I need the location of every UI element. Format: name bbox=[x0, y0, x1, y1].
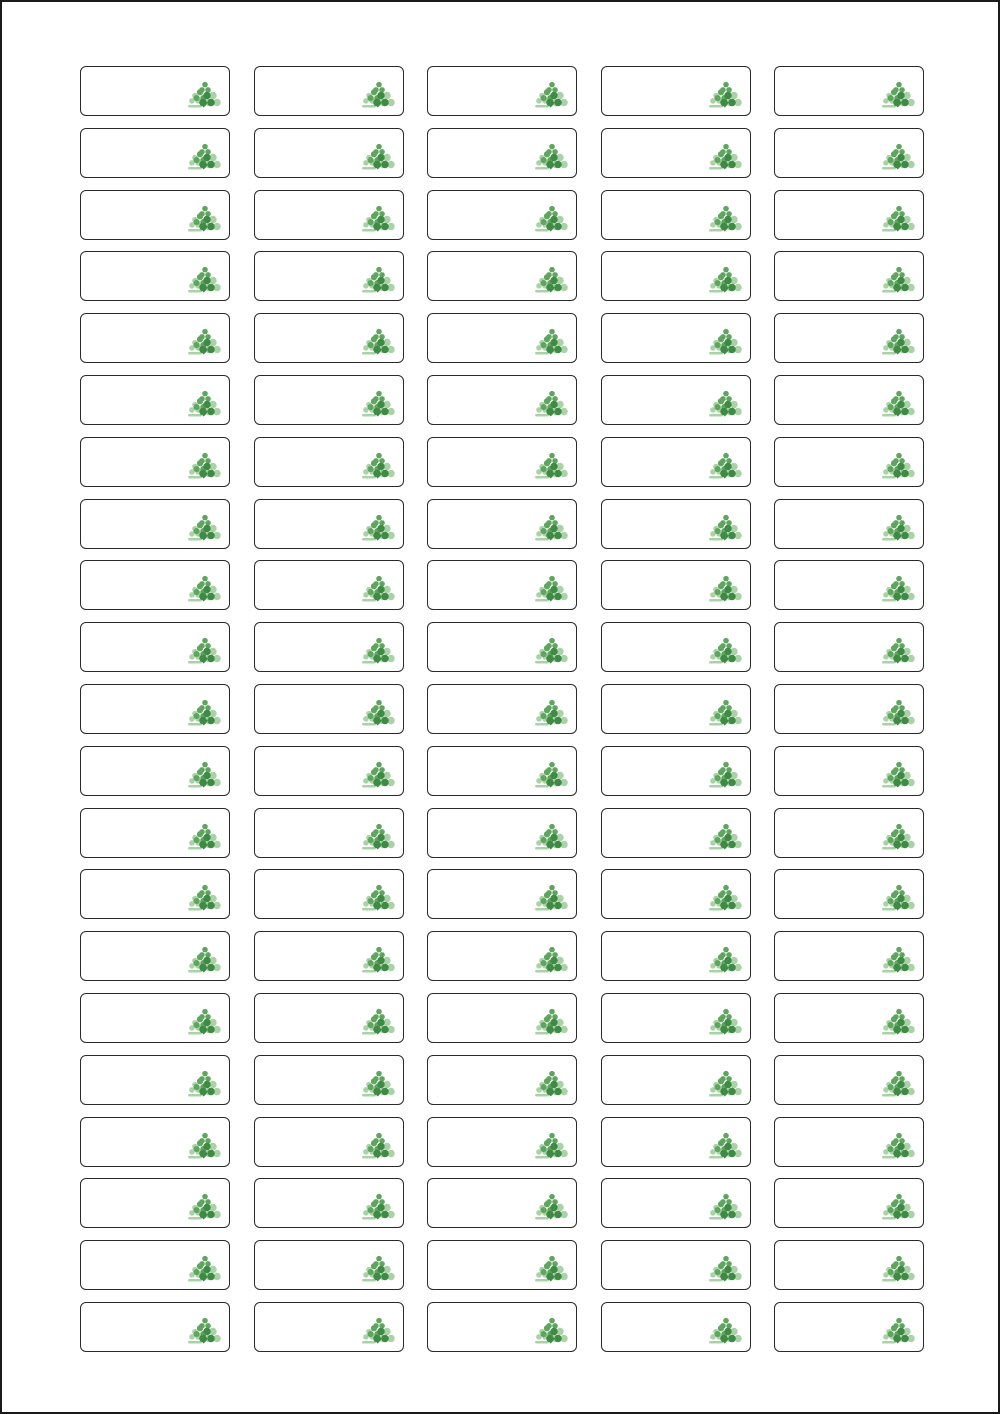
label-cell[interactable] bbox=[601, 746, 751, 796]
label-cell[interactable] bbox=[774, 1240, 924, 1290]
label-cell[interactable] bbox=[601, 66, 751, 116]
shamrock-cluster-icon bbox=[187, 390, 221, 418]
shamrock-cluster-icon bbox=[534, 1132, 568, 1160]
shamrock-cluster-icon bbox=[361, 143, 395, 171]
label-cell[interactable] bbox=[601, 128, 751, 178]
shamrock-cluster-icon bbox=[534, 514, 568, 542]
shamrock-cluster-icon bbox=[881, 1070, 915, 1098]
shamrock-cluster-icon bbox=[187, 884, 221, 912]
label-cell[interactable] bbox=[80, 1178, 230, 1228]
shamrock-cluster-icon bbox=[534, 1070, 568, 1098]
shamrock-cluster-icon bbox=[708, 761, 742, 789]
shamrock-cluster-icon bbox=[534, 823, 568, 851]
label-cell[interactable] bbox=[427, 190, 577, 240]
label-cell[interactable] bbox=[427, 499, 577, 549]
label-cell[interactable] bbox=[601, 1117, 751, 1167]
label-cell[interactable] bbox=[427, 437, 577, 487]
label-cell[interactable] bbox=[254, 1240, 404, 1290]
label-cell[interactable] bbox=[601, 1178, 751, 1228]
shamrock-cluster-icon bbox=[708, 637, 742, 665]
shamrock-cluster-icon bbox=[881, 1193, 915, 1221]
shamrock-cluster-icon bbox=[187, 761, 221, 789]
shamrock-cluster-icon bbox=[187, 266, 221, 294]
shamrock-cluster-icon bbox=[881, 205, 915, 233]
shamrock-cluster-icon bbox=[361, 884, 395, 912]
label-cell[interactable] bbox=[601, 808, 751, 858]
label-cell[interactable] bbox=[80, 1117, 230, 1167]
label-cell[interactable] bbox=[80, 869, 230, 919]
label-cell[interactable] bbox=[427, 869, 577, 919]
shamrock-cluster-icon bbox=[708, 946, 742, 974]
shamrock-cluster-icon bbox=[187, 81, 221, 109]
label-cell[interactable] bbox=[774, 437, 924, 487]
label-cell[interactable] bbox=[80, 251, 230, 301]
label-cell[interactable] bbox=[774, 313, 924, 363]
shamrock-cluster-icon bbox=[361, 266, 395, 294]
label-cell[interactable] bbox=[427, 993, 577, 1043]
shamrock-cluster-icon bbox=[361, 328, 395, 356]
shamrock-cluster-icon bbox=[534, 699, 568, 727]
label-cell[interactable] bbox=[80, 993, 230, 1043]
label-cell[interactable] bbox=[254, 1302, 404, 1352]
label-cell[interactable] bbox=[427, 375, 577, 425]
shamrock-cluster-icon bbox=[881, 452, 915, 480]
shamrock-cluster-icon bbox=[361, 390, 395, 418]
shamrock-cluster-icon bbox=[361, 575, 395, 603]
label-cell[interactable] bbox=[254, 375, 404, 425]
label-cell[interactable] bbox=[80, 560, 230, 610]
label-cell[interactable] bbox=[427, 622, 577, 672]
label-cell[interactable] bbox=[80, 746, 230, 796]
shamrock-cluster-icon bbox=[361, 699, 395, 727]
shamrock-cluster-icon bbox=[361, 1008, 395, 1036]
label-cell[interactable] bbox=[774, 560, 924, 610]
label-cell[interactable] bbox=[80, 1055, 230, 1105]
label-cell[interactable] bbox=[80, 128, 230, 178]
label-cell[interactable] bbox=[601, 622, 751, 672]
shamrock-cluster-icon bbox=[708, 514, 742, 542]
shamrock-cluster-icon bbox=[708, 328, 742, 356]
label-cell[interactable] bbox=[601, 499, 751, 549]
label-cell[interactable] bbox=[254, 993, 404, 1043]
shamrock-cluster-icon bbox=[881, 390, 915, 418]
label-cell[interactable] bbox=[601, 869, 751, 919]
shamrock-cluster-icon bbox=[187, 637, 221, 665]
label-cell[interactable] bbox=[80, 375, 230, 425]
shamrock-cluster-icon bbox=[881, 328, 915, 356]
shamrock-cluster-icon bbox=[708, 452, 742, 480]
label-cell[interactable] bbox=[80, 66, 230, 116]
shamrock-cluster-icon bbox=[361, 514, 395, 542]
shamrock-cluster-icon bbox=[708, 81, 742, 109]
shamrock-cluster-icon bbox=[534, 1255, 568, 1283]
shamrock-cluster-icon bbox=[361, 637, 395, 665]
shamrock-cluster-icon bbox=[881, 884, 915, 912]
label-cell[interactable] bbox=[601, 251, 751, 301]
label-cell[interactable] bbox=[774, 931, 924, 981]
shamrock-cluster-icon bbox=[361, 1070, 395, 1098]
label-cell[interactable] bbox=[601, 190, 751, 240]
shamrock-cluster-icon bbox=[187, 143, 221, 171]
label-cell[interactable] bbox=[80, 437, 230, 487]
label-cell[interactable] bbox=[601, 437, 751, 487]
shamrock-cluster-icon bbox=[881, 699, 915, 727]
label-cell[interactable] bbox=[427, 1302, 577, 1352]
shamrock-cluster-icon bbox=[881, 575, 915, 603]
shamrock-cluster-icon bbox=[881, 637, 915, 665]
shamrock-cluster-icon bbox=[534, 884, 568, 912]
shamrock-cluster-icon bbox=[708, 699, 742, 727]
label-cell[interactable] bbox=[601, 313, 751, 363]
label-cell[interactable] bbox=[774, 1055, 924, 1105]
label-cell[interactable] bbox=[774, 746, 924, 796]
shamrock-cluster-icon bbox=[881, 266, 915, 294]
shamrock-cluster-icon bbox=[881, 1317, 915, 1345]
shamrock-cluster-icon bbox=[187, 205, 221, 233]
shamrock-cluster-icon bbox=[361, 946, 395, 974]
shamrock-cluster-icon bbox=[534, 143, 568, 171]
label-cell[interactable] bbox=[254, 190, 404, 240]
label-cell[interactable] bbox=[254, 1178, 404, 1228]
shamrock-cluster-icon bbox=[881, 1255, 915, 1283]
label-cell[interactable] bbox=[427, 1178, 577, 1228]
label-cell[interactable] bbox=[254, 869, 404, 919]
label-cell[interactable] bbox=[774, 128, 924, 178]
shamrock-cluster-icon bbox=[187, 1132, 221, 1160]
label-cell[interactable] bbox=[254, 746, 404, 796]
label-cell[interactable] bbox=[774, 622, 924, 672]
shamrock-cluster-icon bbox=[708, 1132, 742, 1160]
shamrock-cluster-icon bbox=[534, 575, 568, 603]
shamrock-cluster-icon bbox=[534, 946, 568, 974]
shamrock-cluster-icon bbox=[187, 514, 221, 542]
label-cell[interactable] bbox=[774, 375, 924, 425]
label-cell[interactable] bbox=[427, 808, 577, 858]
shamrock-cluster-icon bbox=[187, 946, 221, 974]
label-cell[interactable] bbox=[254, 499, 404, 549]
shamrock-cluster-icon bbox=[708, 1317, 742, 1345]
shamrock-cluster-icon bbox=[881, 946, 915, 974]
label-cell[interactable] bbox=[80, 1240, 230, 1290]
shamrock-cluster-icon bbox=[534, 205, 568, 233]
shamrock-cluster-icon bbox=[187, 823, 221, 851]
shamrock-cluster-icon bbox=[534, 452, 568, 480]
shamrock-cluster-icon bbox=[708, 1070, 742, 1098]
label-cell[interactable] bbox=[774, 251, 924, 301]
label-cell[interactable] bbox=[427, 1240, 577, 1290]
label-cell[interactable] bbox=[254, 684, 404, 734]
label-cell[interactable] bbox=[254, 1055, 404, 1105]
label-cell[interactable] bbox=[254, 622, 404, 672]
shamrock-cluster-icon bbox=[187, 699, 221, 727]
label-cell[interactable] bbox=[601, 993, 751, 1043]
label-cell[interactable] bbox=[80, 1302, 230, 1352]
shamrock-cluster-icon bbox=[708, 575, 742, 603]
shamrock-cluster-icon bbox=[708, 884, 742, 912]
label-cell[interactable] bbox=[254, 251, 404, 301]
shamrock-cluster-icon bbox=[187, 452, 221, 480]
shamrock-cluster-icon bbox=[187, 1317, 221, 1345]
label-cell[interactable] bbox=[254, 808, 404, 858]
shamrock-cluster-icon bbox=[187, 1070, 221, 1098]
shamrock-cluster-icon bbox=[708, 1255, 742, 1283]
label-cell[interactable] bbox=[774, 808, 924, 858]
shamrock-cluster-icon bbox=[534, 1008, 568, 1036]
shamrock-cluster-icon bbox=[708, 390, 742, 418]
label-cell[interactable] bbox=[774, 499, 924, 549]
shamrock-cluster-icon bbox=[361, 761, 395, 789]
label-cell[interactable] bbox=[427, 251, 577, 301]
label-cell[interactable] bbox=[601, 931, 751, 981]
label-cell[interactable] bbox=[774, 66, 924, 116]
shamrock-cluster-icon bbox=[187, 328, 221, 356]
shamrock-cluster-icon bbox=[534, 390, 568, 418]
label-grid bbox=[80, 66, 924, 1352]
shamrock-cluster-icon bbox=[534, 761, 568, 789]
shamrock-cluster-icon bbox=[708, 1008, 742, 1036]
label-cell[interactable] bbox=[774, 1178, 924, 1228]
label-cell[interactable] bbox=[254, 66, 404, 116]
label-cell[interactable] bbox=[427, 66, 577, 116]
label-cell[interactable] bbox=[80, 931, 230, 981]
label-cell[interactable] bbox=[254, 931, 404, 981]
shamrock-cluster-icon bbox=[881, 514, 915, 542]
label-cell[interactable] bbox=[427, 1055, 577, 1105]
shamrock-cluster-icon bbox=[361, 1255, 395, 1283]
shamrock-cluster-icon bbox=[881, 143, 915, 171]
shamrock-cluster-icon bbox=[881, 1008, 915, 1036]
shamrock-cluster-icon bbox=[361, 452, 395, 480]
shamrock-cluster-icon bbox=[187, 1008, 221, 1036]
shamrock-cluster-icon bbox=[708, 266, 742, 294]
shamrock-cluster-icon bbox=[708, 1193, 742, 1221]
label-cell[interactable] bbox=[601, 1240, 751, 1290]
shamrock-cluster-icon bbox=[534, 1193, 568, 1221]
label-cell[interactable] bbox=[601, 375, 751, 425]
label-cell[interactable] bbox=[601, 560, 751, 610]
shamrock-cluster-icon bbox=[534, 637, 568, 665]
label-cell[interactable] bbox=[774, 684, 924, 734]
label-cell[interactable] bbox=[427, 128, 577, 178]
shamrock-cluster-icon bbox=[708, 143, 742, 171]
shamrock-cluster-icon bbox=[187, 1193, 221, 1221]
shamrock-cluster-icon bbox=[881, 761, 915, 789]
label-cell[interactable] bbox=[427, 1117, 577, 1167]
shamrock-cluster-icon bbox=[708, 823, 742, 851]
label-cell[interactable] bbox=[427, 560, 577, 610]
shamrock-cluster-icon bbox=[361, 1193, 395, 1221]
shamrock-cluster-icon bbox=[187, 1255, 221, 1283]
label-cell[interactable] bbox=[80, 313, 230, 363]
label-cell[interactable] bbox=[774, 993, 924, 1043]
label-cell[interactable] bbox=[427, 313, 577, 363]
label-cell[interactable] bbox=[254, 1117, 404, 1167]
shamrock-cluster-icon bbox=[881, 81, 915, 109]
shamrock-cluster-icon bbox=[361, 1132, 395, 1160]
label-cell[interactable] bbox=[80, 684, 230, 734]
shamrock-cluster-icon bbox=[881, 1132, 915, 1160]
label-cell[interactable] bbox=[427, 684, 577, 734]
label-cell[interactable] bbox=[254, 437, 404, 487]
label-cell[interactable] bbox=[601, 1055, 751, 1105]
shamrock-cluster-icon bbox=[708, 205, 742, 233]
shamrock-cluster-icon bbox=[534, 328, 568, 356]
label-cell[interactable] bbox=[254, 560, 404, 610]
label-cell[interactable] bbox=[601, 684, 751, 734]
shamrock-cluster-icon bbox=[534, 266, 568, 294]
label-cell[interactable] bbox=[774, 869, 924, 919]
shamrock-cluster-icon bbox=[187, 575, 221, 603]
label-cell[interactable] bbox=[254, 128, 404, 178]
shamrock-cluster-icon bbox=[534, 81, 568, 109]
shamrock-cluster-icon bbox=[361, 81, 395, 109]
label-cell[interactable] bbox=[427, 746, 577, 796]
label-cell[interactable] bbox=[774, 1117, 924, 1167]
label-cell[interactable] bbox=[80, 499, 230, 549]
shamrock-cluster-icon bbox=[534, 1317, 568, 1345]
label-cell[interactable] bbox=[427, 931, 577, 981]
shamrock-cluster-icon bbox=[361, 205, 395, 233]
label-cell[interactable] bbox=[80, 808, 230, 858]
label-cell[interactable] bbox=[254, 313, 404, 363]
label-cell[interactable] bbox=[774, 190, 924, 240]
label-cell[interactable] bbox=[601, 1302, 751, 1352]
shamrock-cluster-icon bbox=[361, 1317, 395, 1345]
shamrock-cluster-icon bbox=[361, 823, 395, 851]
label-cell[interactable] bbox=[774, 1302, 924, 1352]
label-cell[interactable] bbox=[80, 622, 230, 672]
shamrock-cluster-icon bbox=[881, 823, 915, 851]
label-cell[interactable] bbox=[80, 190, 230, 240]
